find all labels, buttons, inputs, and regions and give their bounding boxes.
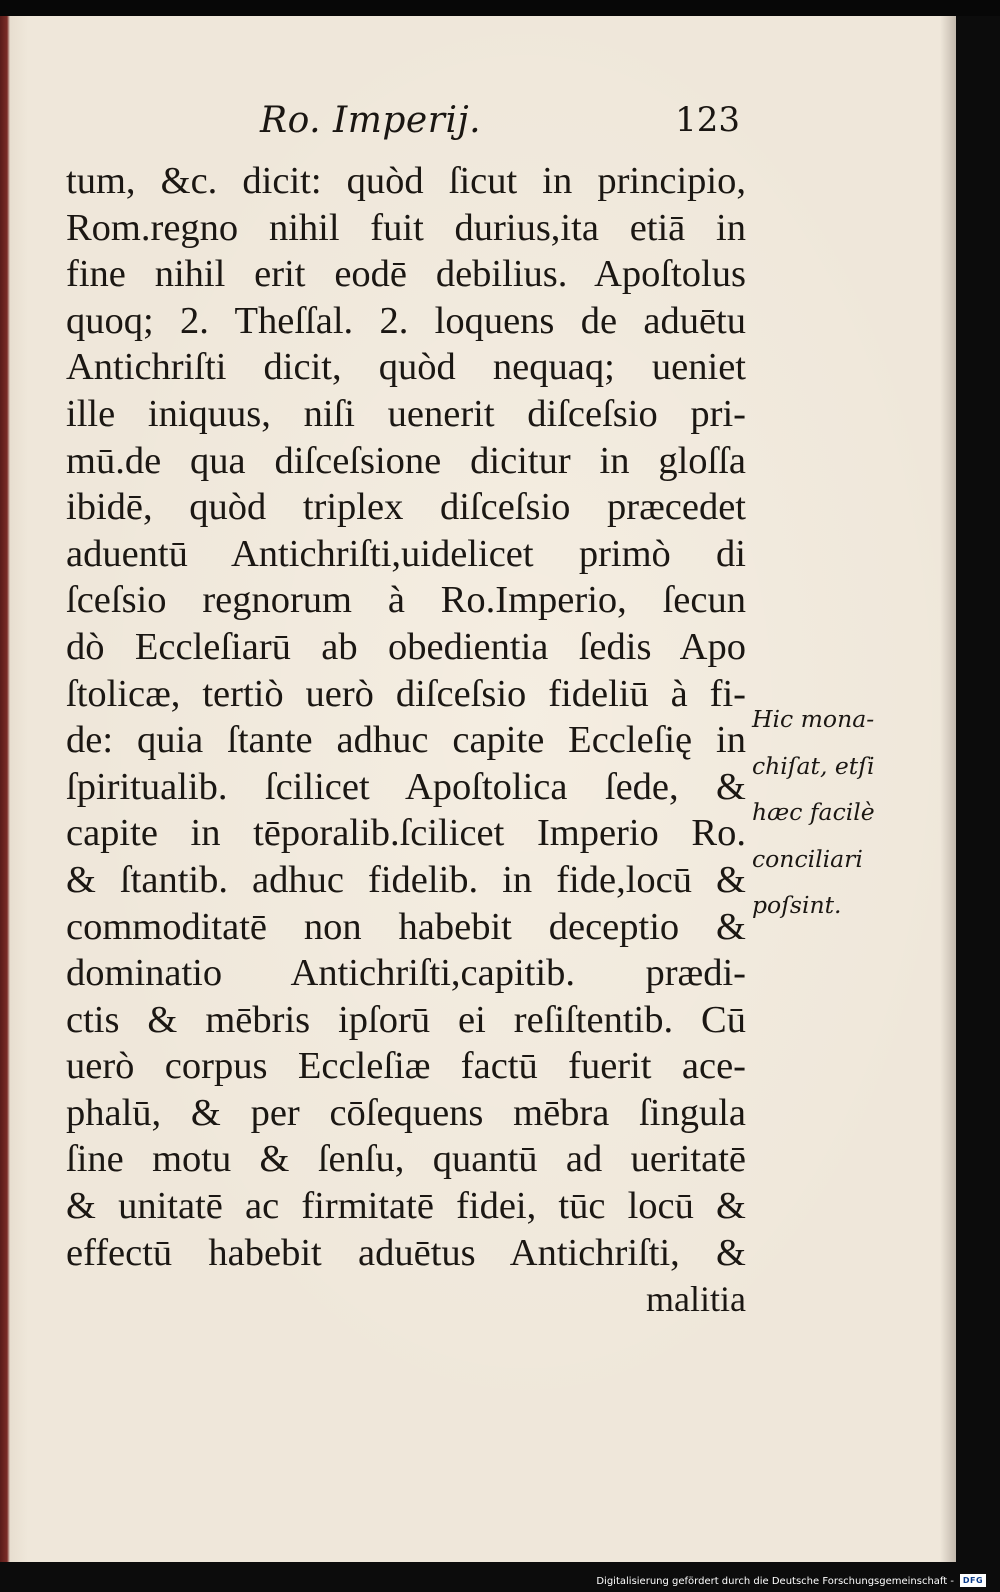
marginal-note-line: poſsint.: [752, 891, 842, 920]
text-line: ille iniquus, niſi uenerit diſceſsio pri-: [66, 392, 746, 435]
marginal-note-line: Hic mona-: [752, 705, 875, 733]
text-line: ſceſsio regnorum à Ro.Imperio, ſecun: [66, 579, 746, 622]
text-line: fine nihil erit eodē debilius. Apoſtolus: [66, 253, 746, 296]
book-cover-edge: [0, 16, 10, 1562]
text-line: effectū habebit aduētus Antichriſti, &: [66, 1231, 746, 1274]
text-line: aduentū Antichriſti,uidelicet primò di: [66, 532, 746, 575]
text-line: phalū, & per cōſequens mēbra ſingula: [66, 1091, 746, 1134]
text-line: capite in tēporalib.ſcilicet Imperio Ro.: [66, 812, 746, 855]
text-line: dominatio Antichriſti,capitib. prædi-: [66, 952, 746, 995]
marginal-note-line: hæc facilè: [752, 798, 875, 827]
text-line: commoditatē non habebit deceptio &: [66, 905, 746, 948]
text-line: quoq; 2. Theſſal. 2. loquens de aduētu: [66, 299, 746, 342]
text-line: ibidē, quòd triplex diſceſsio præcedet: [66, 486, 746, 529]
catchword: malitia: [646, 1279, 746, 1320]
marginal-note-line: conciliari: [752, 844, 863, 873]
text-line: & unitatē ac firmitatē fidei, tūc locū &: [66, 1185, 746, 1228]
text-line: Antichriſti dicit, quòd nequaq; ueniet: [66, 346, 746, 389]
text-line: de: quia ſtante adhuc capite Eccleſię in: [66, 719, 746, 762]
running-title: Ro. Imperij.: [260, 100, 482, 141]
text-line: ſtolicæ, tertiò uerò diſceſsio fideliū à fi-: [66, 672, 746, 715]
funding-credit: Digitalisierung gefördert durch die Deutsche Forschungsgemeinschaft -: [596, 1576, 954, 1587]
text-line: Rom.regno nihil fuit durius,ita etiā in: [66, 206, 746, 249]
top-scan-border: [0, 0, 1000, 16]
page-header: [250, 100, 750, 154]
marginal-note: [752, 696, 922, 929]
text-line: ſpiritualib. ſcilicet Apoſtolica ſede, &: [66, 765, 746, 808]
text-line: ſine motu & ſenſu, quantū ad ueritatē: [66, 1138, 746, 1181]
body-text: [66, 158, 746, 1323]
text-line: mū.de qua diſceſsione dicitur in gloſſa: [66, 439, 746, 482]
text-line: tum, &c. dicit: quòd ſicut in principio,: [66, 160, 746, 202]
page-edge-shadow: [940, 16, 956, 1562]
marginal-note-line: chiſat, etſi: [752, 751, 875, 780]
text-line: ctis & mēbris ipſorū ei reſiſtentib. Cū: [66, 998, 746, 1041]
text-line: uerò corpus Eccleſiæ factū fuerit ace-: [66, 1045, 746, 1088]
text-line: & ſtantib. adhuc fidelib. in fide,locū &: [66, 858, 746, 901]
page-number: 123: [675, 100, 740, 140]
text-line: dò Eccleſiarū ab obedientia ſedis Apo: [66, 625, 746, 668]
dfg-logo: DFG: [960, 1574, 986, 1587]
